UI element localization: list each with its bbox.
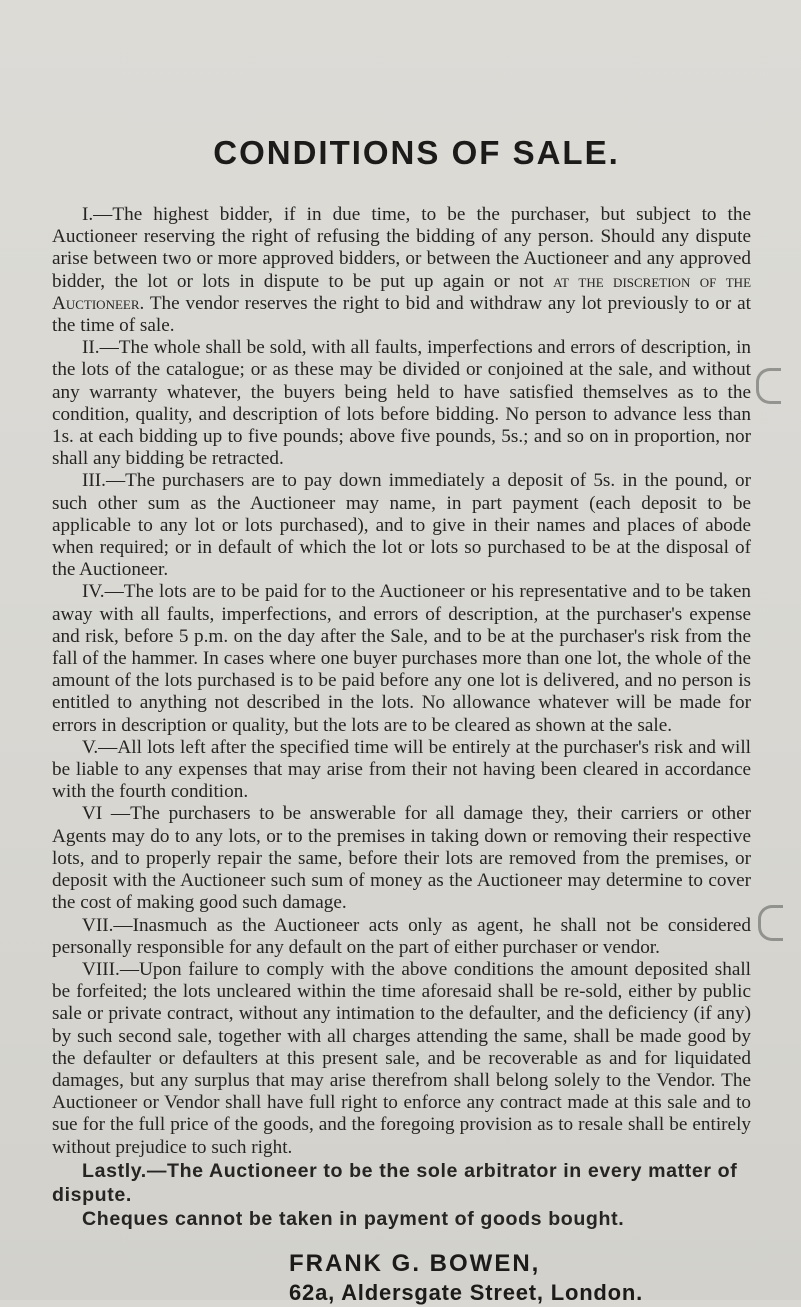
- condition-8: [52, 959, 751, 1159]
- condition-1: [52, 204, 751, 337]
- condition-numeral: VI —: [82, 803, 131, 825]
- binding-hole-mark: [758, 905, 783, 941]
- condition-5: [52, 737, 751, 804]
- condition-text: The whole shall be sold, with all faults, imperfections and errors of description, in the lots of the catalogue; or as these may be divided or conjoined at the sale, and without any warranty whatever, the buyers being held to have satisfied themselves as to the condition, quality, and description of lots before bidding. No person to advance less than 1s. at each bidding up to five pounds; above five pounds, 5s.; and so on in proportion, nor shall any bidding be retracted.: [52, 337, 751, 470]
- condition-text: The highest bidder, if in due time, to be the purchaser, but subject to the Auctioneer reserving the right of refusing the bidding of any person. Should any dispute arise between two or more approved bidders, or between the Auctioneer and any approved bidder, the lot or lots in dispute to be put up again or not: [52, 204, 751, 292]
- auctioneer-address: 62a, Aldersgate Street, London.: [289, 1279, 644, 1305]
- condition-text: The lots are to be paid for to the Auctioneer or his representative and to be taken away with all faults, imperfections, and errors of description, at the purchaser's expense and risk, before 5 p.m. on the day after the Sale, and to be at the purchaser's risk from the fall of the hammer. In cases where one buyer purchases more than one lot, the whole of the amount of the lots purchased is to be paid before any one lot is delivered, and no person is entitled to anything not described in the lots. No allowance whatever will be made for errors in description or quality, but the lots are to be cleared as shown at the sale.: [52, 581, 751, 736]
- closing-arbitrator-clause: Lastly.—The Auctioneer to be the sole arbitrator in every matter of dispute.: [52, 1159, 738, 1206]
- condition-numeral: I.—: [82, 204, 113, 225]
- condition-text: Upon failure to comply with the above conditions the amount deposited shall be forfeited; the lots uncleared within the time aforesaid shall be re-sold, either by public sale or private contract, without any intimation to the defaulter, and the deficiency (if any) by such second sale, together with all charges attending the same, shall be made good by the defaulter or defaulters at this present sale, and be recoverable as and for liquidated damages, but any surplus that may arise therefrom shall belong solely to the Vendor. The Auctioneer or Vendor shall have full right to enforce any contract made at this sale and to sue for the full price of the goods, and the foregoing provision as to resale shall be entirely without prejudice to such right.: [52, 958, 751, 1158]
- condition-4: [52, 581, 751, 736]
- condition-2: [52, 337, 751, 470]
- condition-6: [52, 803, 751, 914]
- condition-numeral: II.—: [82, 337, 119, 359]
- binding-hole-mark: [756, 368, 781, 404]
- condition-7: [52, 915, 751, 959]
- condition-smallcaps-text: at the discretion of the Auctioneer.: [52, 270, 752, 314]
- condition-text: The vendor reserves the right to bid and withdraw any lot previously to or at the time of sale.: [52, 292, 751, 337]
- closing-cheques-clause: Cheques cannot be taken in payment of goods bought.: [82, 1207, 625, 1230]
- condition-text: All lots left after the specified time will be entirely at the purchaser's risk and will be liable to any expenses that may arise from their not having been cleared in accordance with the fourth condition.: [52, 736, 751, 803]
- page-title: CONDITIONS OF SALE.: [213, 134, 620, 171]
- auctioneer-name: FRANK G. BOWEN,: [289, 1249, 541, 1277]
- auctioneer-signature: [52, 1249, 751, 1307]
- condition-text: The purchasers are to pay down immediately a deposit of 5s. in the pound, or such other sum as the Auctioneer may name, in part payment (each deposit to be applicable to any lot or lots purchased), and to give in their names and places of abode when required; or in default of which the lot or lots so purchased to be at the disposal of the Auctioneer.: [52, 470, 751, 581]
- condition-numeral: VIII.—: [82, 958, 140, 980]
- condition-numeral: V.—: [82, 736, 118, 758]
- condition-3: [52, 470, 751, 581]
- condition-text: The purchasers to be answerable for all damage they, their carriers or other Agents may do to any lots, or to the premises in taking down or removing their respective lots, and to properly repair the same, before their lots are removed from the premises, or deposit with the Auctioneer such sum of money as the Auctioneer may determine to cover the cost of making good such damage.: [52, 803, 751, 914]
- condition-text: Inasmuch as the Auctioneer acts only as agent, he shall not be considered personally responsible for any default on the part of either purchaser or vendor.: [52, 914, 751, 958]
- condition-numeral: III.—: [82, 470, 126, 492]
- condition-numeral: VII.—: [82, 914, 133, 936]
- condition-numeral: IV.—: [82, 581, 124, 603]
